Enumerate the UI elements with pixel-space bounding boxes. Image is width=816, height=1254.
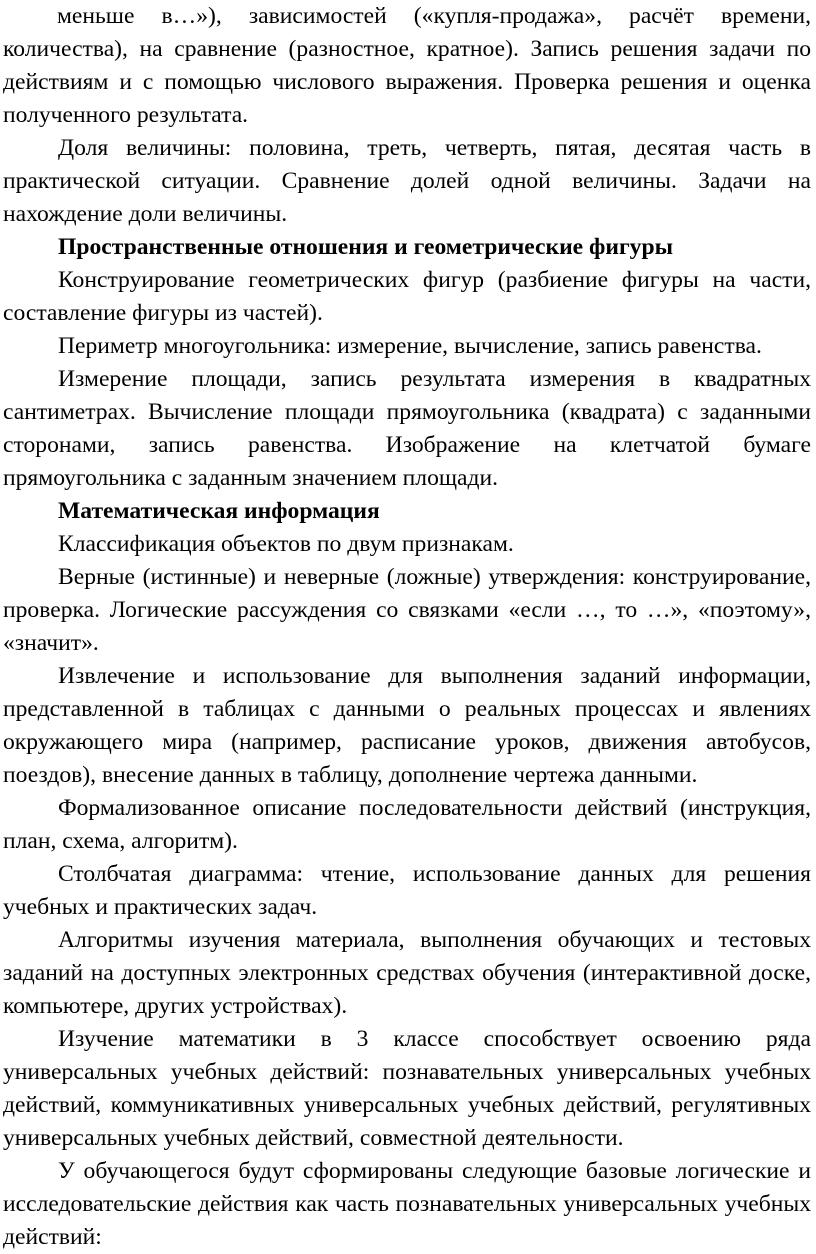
paragraph-construction: Конструирование геометрических фигур (разбиение фигуры на части, составление фигуры из частей). [3, 267, 811, 326]
heading-spatial-relations: Пространственные отношения и геометрические фигуры [58, 234, 674, 260]
paragraph-area: Измерение площади, запись результата измерения в квадратных сантиметрах. Вычисление площади прямоугольника (квадрата) с заданными сторонами, запись равенства. Изображение на клетчатой бумаге прямоугольника с заданным значением площади. [3, 366, 811, 491]
heading-math-information: Математическая информация [58, 498, 380, 524]
paragraph-tables: Извлечение и использование для выполнения заданий информации, представленной в таблицах с данными о реальных процессах и явлениях окружающего мира (например, расписание уроков, движения автобусов, поездов), внесение данных в таблицу, дополнение чертежа данными. [3, 663, 811, 788]
paragraph-learning-actions: Изучение математики в 3 классе способствует освоению ряда универсальных учебных действий: познавательных универсальных учебных действий, коммуникативных универсальных учебных действий, регулятивных универсальных учебных действий, совместной деятельности. [3, 1026, 811, 1151]
paragraph-logical-actions: У обучающегося будут сформированы следующие базовые логические и исследовательские действия как часть познавательных универсальных учебных действий: [3, 1158, 811, 1250]
paragraph-problem-solving: меньше в…»), зависимостей («купля-продажа», расчёт времени, количества), на сравнение (разностное, кратное). Запись решения задачи по действиям и с помощью числового выражения. Проверка решения и оценка полученного результата. [3, 3, 811, 128]
paragraph-bar-chart: Столбчатая диаграмма: чтение, использование данных для решения учебных и практических задач. [3, 861, 811, 920]
paragraph-e-learning: Алгоритмы изучения материала, выполнения обучающих и тестовых заданий на доступных электронных средствах обучения (интерактивной доске, компьютере, других устройствах). [3, 927, 811, 1019]
paragraph-statements: Верные (истинные) и неверные (ложные) утверждения: конструирование, проверка. Логические рассуждения со связками «если …, то …», «поэтому», «значит». [3, 564, 811, 656]
paragraph-fractions: Доля величины: половина, треть, четверть, пятая, десятая часть в практической ситуации. Сравнение долей одной величины. Задачи на нахождение доли величины. [3, 135, 811, 227]
paragraph-algorithm: Формализованное описание последовательности действий (инструкция, план, схема, алгоритм). [3, 795, 811, 854]
paragraph-classification: Классификация объектов по двум признакам. [58, 531, 514, 557]
paragraph-perimeter: Периметр многоугольника: измерение, вычисление, запись равенства. [58, 333, 762, 359]
